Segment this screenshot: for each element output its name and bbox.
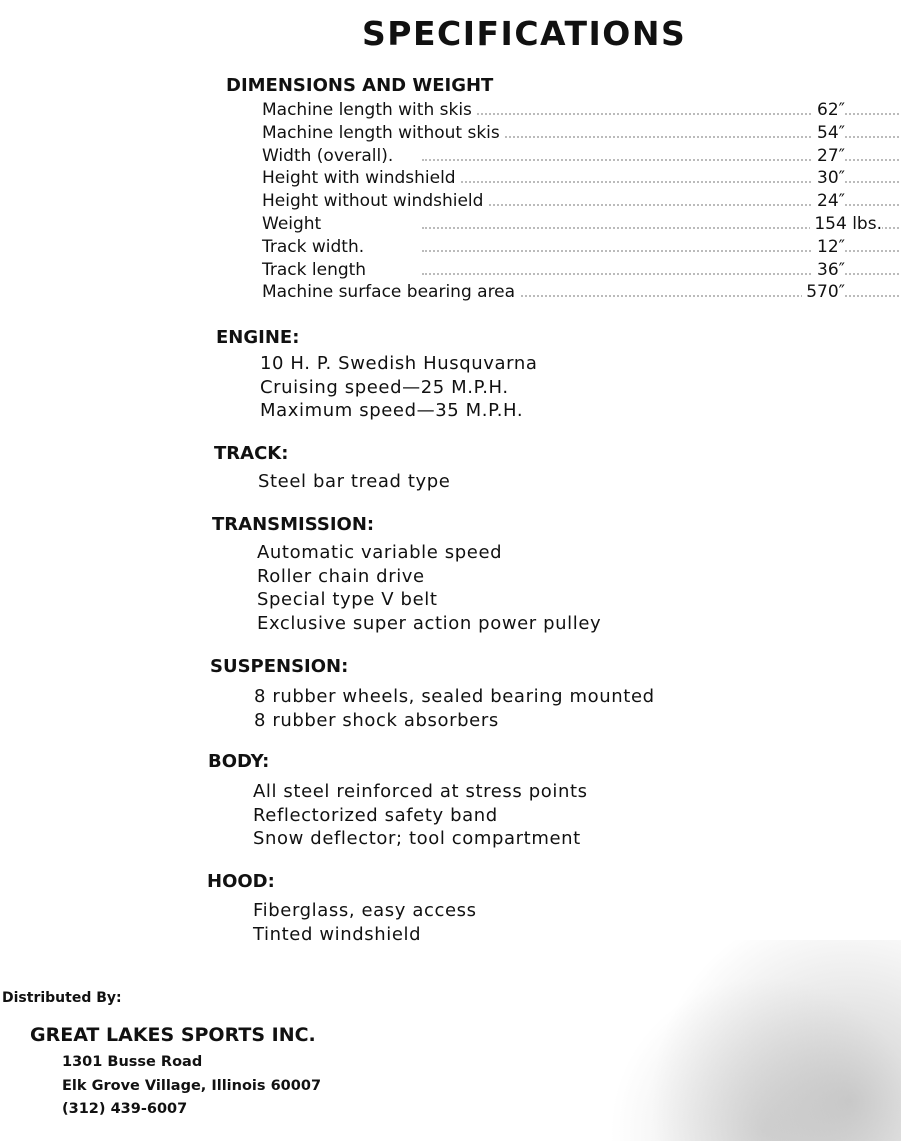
spec-line: Maximum speed—35 M.P.H. — [260, 400, 524, 421]
spec-line: Snow deflector; tool compartment — [253, 828, 581, 849]
dim-value: 36″ — [813, 259, 845, 282]
body-details — [253, 780, 588, 851]
dim-row — [262, 281, 882, 304]
dim-value: 570″ — [802, 281, 845, 304]
hood-details — [253, 899, 477, 946]
spec-line: Steel bar tread type — [258, 471, 451, 492]
spec-line: 8 rubber wheels, sealed bearing mounted — [254, 686, 655, 707]
dim-label: Height with windshield — [262, 167, 460, 190]
track-details — [258, 470, 450, 494]
transmission-heading: TRANSMISSION: — [212, 514, 375, 535]
distributed-by-label: Distributed By: — [2, 990, 122, 1006]
dim-label: Weight — [262, 213, 325, 236]
engine-details — [260, 352, 538, 423]
address-line: Elk Grove Village, Illinois 60007 — [62, 1077, 322, 1094]
dim-label: Machine surface bearing area — [262, 281, 519, 304]
dim-value: 54″ — [813, 122, 845, 145]
dim-row — [262, 213, 882, 236]
dimensions-table — [262, 99, 882, 304]
dim-label: Width (overall). — [262, 145, 397, 168]
spec-line: 8 rubber shock absorbers — [254, 709, 499, 731]
phone-number: (312) 439-6007 — [62, 1101, 188, 1117]
dim-row — [262, 122, 882, 145]
spec-line: Exclusive super action power pulley — [257, 612, 602, 634]
suspension-heading: SUSPENSION: — [210, 656, 349, 677]
spec-line: Automatic variable speed — [257, 542, 503, 563]
transmission-details — [257, 541, 601, 635]
dim-value: 62″ — [813, 99, 845, 122]
dimensions-heading: DIMENSIONS AND WEIGHT — [226, 75, 494, 96]
dim-row — [262, 236, 882, 259]
dim-label: Track width. — [262, 236, 368, 259]
spec-line: 10 H. P. Swedish Husquvarna — [260, 353, 538, 374]
dim-row — [262, 145, 882, 168]
spec-line: Roller chain drive — [257, 565, 425, 587]
dim-row — [262, 167, 882, 190]
dim-row — [262, 259, 882, 282]
spec-line: Cruising speed—25 M.P.H. — [260, 376, 509, 398]
company-address — [62, 1051, 321, 1122]
dim-row — [262, 190, 882, 213]
company-name: GREAT LAKES SPORTS INC. — [30, 1024, 316, 1046]
dim-value: 27″ — [813, 145, 845, 168]
dim-label: Machine length with skis — [262, 99, 476, 122]
engine-heading: ENGINE: — [216, 327, 300, 348]
spec-line: Reflectorized safety band — [253, 804, 498, 826]
dim-value: 154 lbs. — [810, 213, 882, 236]
dim-value: 24″ — [813, 190, 845, 213]
dim-value: 30″ — [813, 167, 845, 190]
spec-line: Fiberglass, easy access — [253, 900, 477, 921]
spec-line: All steel reinforced at stress points — [253, 781, 588, 802]
dim-label: Track length — [262, 259, 370, 282]
address-line: 1301 Busse Road — [62, 1054, 203, 1070]
dim-label: Height without windshield — [262, 190, 487, 213]
page-title: SPECIFICATIONS — [362, 14, 687, 53]
hood-heading: HOOD: — [207, 871, 275, 892]
spec-line: Tinted windshield — [253, 923, 422, 945]
dim-row — [262, 99, 882, 122]
spec-line: Special type V belt — [257, 589, 438, 610]
suspension-details — [254, 685, 655, 732]
dim-value: 12″ — [813, 236, 845, 259]
track-heading: TRACK: — [214, 443, 289, 464]
body-heading: BODY: — [208, 751, 270, 772]
background-speckle — [560, 940, 901, 1141]
dim-label: Machine length without skis — [262, 122, 504, 145]
